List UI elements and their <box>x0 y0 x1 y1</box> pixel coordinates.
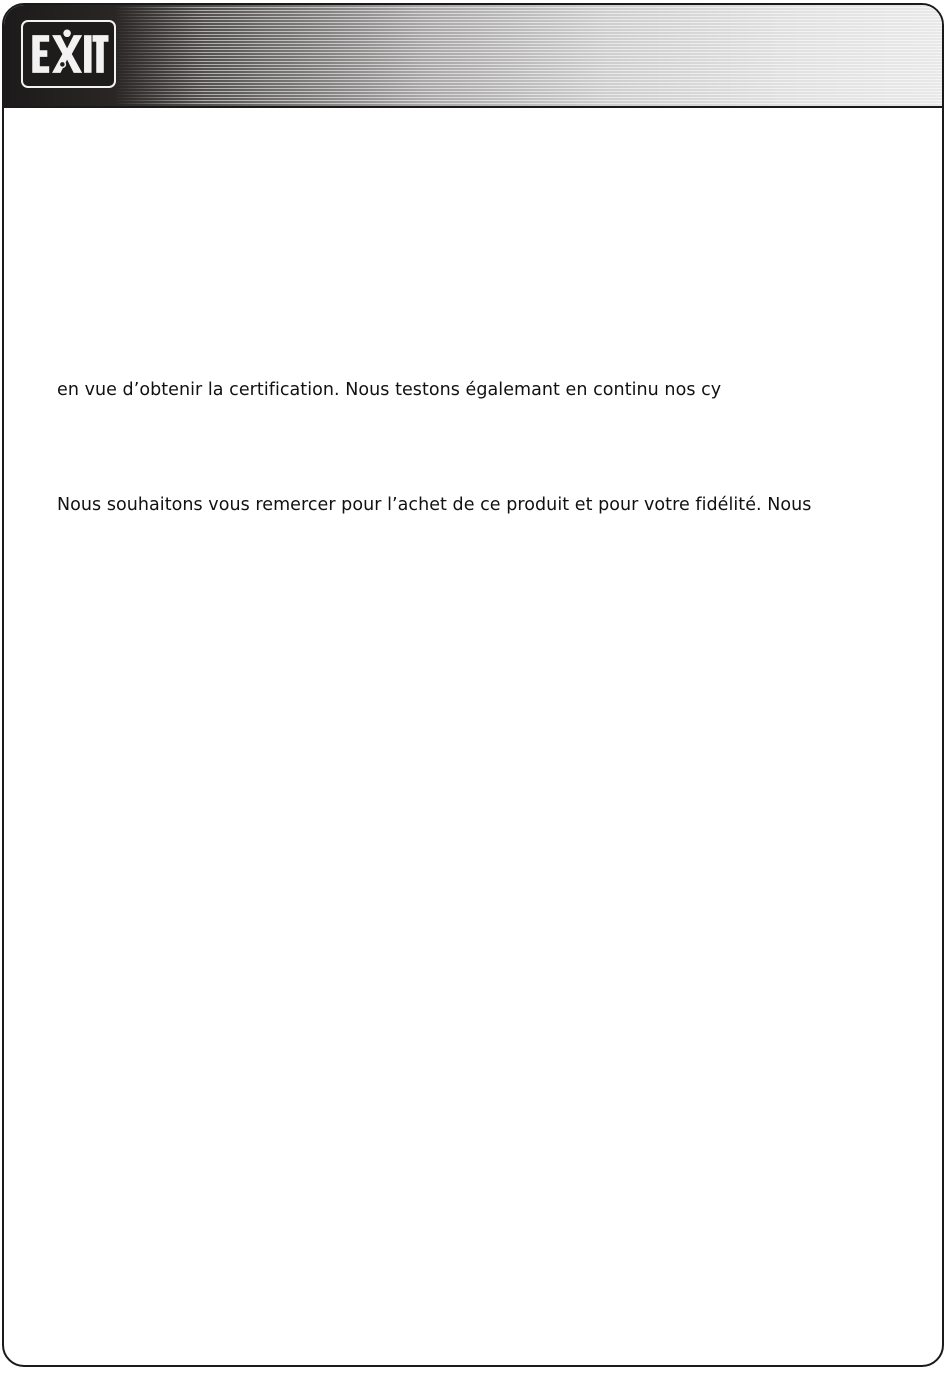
header-stripes <box>4 5 942 106</box>
body-text-line-2: Nous souhaitons vous remercer pour l’achet de ce produit et pour votre fidélité. Nous <box>57 495 812 515</box>
exit-logo-icon <box>23 22 114 86</box>
body-text-line-1: en vue d’obtenir la certification. Nous testons égalemant en continu nos cy <box>57 380 722 400</box>
page-frame <box>2 3 944 1367</box>
exit-logo <box>21 20 116 88</box>
header-band <box>4 5 942 108</box>
